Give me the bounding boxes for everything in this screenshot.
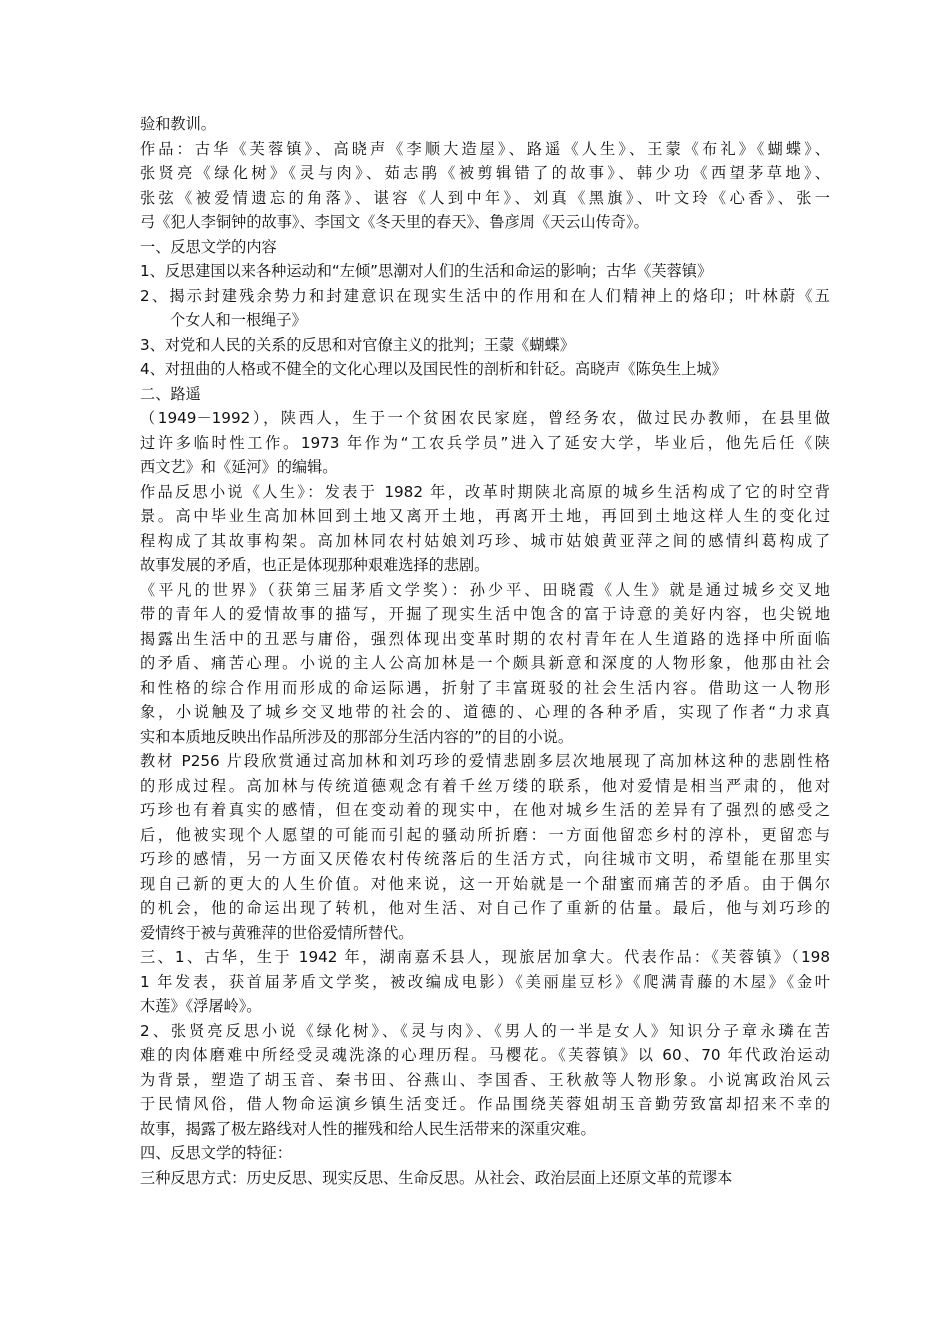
text-line: 景。高中毕业生高加林回到土地又离开土地，再离开土地，再回到土地这样人生的变化过 (140, 507, 830, 525)
paragraph (140, 578, 830, 750)
text-line: 象，小说触及了城乡交叉地带的社会的、道德的、心理的各种矛盾，实现了作者“力求真 (140, 703, 830, 721)
text-line: 2、张贤亮反思小说《绿化树》、《灵与肉》、《男人的一半是女人》知识分子章永璘在苦 (140, 1021, 830, 1040)
paragraph (140, 749, 830, 945)
paragraph (140, 1019, 830, 1142)
text-line: 3、对党和人民的关系的反思和对官僚主义的批判；王蒙《蝴蝶》 (140, 335, 575, 354)
paragraph (140, 112, 830, 137)
paragraph (140, 284, 830, 333)
text-line: 西文艺》和《延河》的编辑。 (140, 458, 338, 476)
text-line: 2、揭示封建残余势力和封建意识在现实生活中的作用和在人们精神上的烙印；叶林蔚《五 (140, 286, 830, 305)
text-line: 后，他被实现个人愿望的可能而引起的骚动所折磨：一方面他留恋乡村的淳朴，更留恋与 (140, 825, 830, 844)
text-line: （1949－1992），陕西人，生于一个贫困农民家庭，曾经务农，做过民办教师，在县里做 (140, 409, 830, 427)
text-line: 和性格的综合作用而形成的命运际遇，折射了丰富斑驳的社会生活内容。借助这一人物形 (140, 678, 830, 697)
text-line: 过许多临时性工作。1973 年作为“工农兵学员”进入了延安大学，毕业后，他先后任《陕 (140, 433, 830, 452)
paragraph (140, 1166, 830, 1191)
text-line: 为背景，塑造了胡玉音、秦书田、谷燕山、李国香、王秋赦等人物形象。小说寓政治风云 (140, 1070, 830, 1089)
paragraph (140, 1141, 830, 1166)
text-line: 张贤亮《绿化树》《灵与肉》、茹志鹃《被剪辑错了的故事》、韩少功《西望茅草地》、 (140, 164, 830, 182)
text-line: 三、1、古华，生于 1942 年，湖南嘉禾县人，现旅居加拿大。代表作品：《芙蓉镇》（198 (140, 948, 830, 966)
paragraph (140, 382, 830, 407)
text-line: 现自己新的更大的人生价值。对他来说，这一开始就是一个甜蜜而痛苦的矛盾。由于偶尔 (140, 874, 830, 893)
text-line: 二、路遥 (140, 384, 201, 403)
text-line: 验和教训。 (140, 115, 216, 133)
document-page (140, 112, 830, 1190)
paragraph (140, 235, 830, 260)
text-line: 程构成了其故事构架。高加林同农村姑娘刘巧珍、城市姑娘黄亚萍之间的感情纠葛构成了 (140, 531, 830, 550)
text-line: 四、反思文学的特征： (140, 1144, 292, 1162)
text-line: 的机会，他的命运出现了转机，他对生活、对自己作了重新的估量。最后，他与刘巧珍的 (140, 899, 830, 917)
text-line: 巧珍的感情，另一方面又厌倦农村传统落后的生活方式，向往城市文明，希望能在那里实 (140, 850, 830, 868)
paragraph (140, 333, 830, 358)
text-line: 巧珍也有着真实的感情，但在变动着的现实中，在他对城乡生活的差异有了强烈的感受之 (140, 801, 830, 819)
text-line: 教材 P256 片段欣赏通过高加林和刘巧珍的爱情悲剧多层次地展现了高加林这种的悲剧性格 (140, 752, 830, 770)
text-line: 《平凡的世界》（获第三届茅盾文学奖）：孙少平、田晓霞《人生》就是通过城乡交叉地 (140, 580, 830, 599)
paragraph (140, 480, 830, 578)
text-line: 一、反思文学的内容 (140, 237, 277, 256)
text-line: 张弦《被爱情遗忘的角落》、谌容《人到中年》、刘真《黑旗》、叶文玲《心香》、张一 (140, 188, 830, 207)
paragraph (140, 406, 830, 480)
text-line: 三种反思方式：历史反思、现实反思、生命反思。从社会、政治层面上还原文革的荒谬本 (140, 1168, 733, 1187)
text-line: 弓《犯人李铜钟的故事》、李国文《冬天里的春天》、鲁彦周《天云山传奇》。 (140, 213, 649, 231)
text-line: 1 年发表，获首届茅盾文学奖，被改编成电影）《美丽崖豆杉》《爬满青藤的木屋》《金叶 (140, 972, 830, 991)
text-line: 故事，揭露了极左路线对人性的摧残和给人民生活带来的深重灾难。 (140, 1119, 596, 1138)
text-line: 带的青年人的爱情故事的描写，开掘了现实生活中饱含的富于诗意的美好内容，也尖锐地 (140, 605, 830, 623)
text-line: 故事发展的矛盾，也正是体现那种艰难选择的悲剧。 (140, 556, 490, 574)
paragraph (140, 945, 830, 1019)
text-line: 难的肉体磨难中所经受灵魂洗涤的心理历程。马樱花。《芙蓉镇》以 60、70 年代政治运动 (140, 1046, 830, 1064)
paragraph (140, 357, 830, 382)
text-line: 作品：古华《芙蓉镇》、高晓声《李顺大造屋》、路遥《人生》、王蒙《布礼》《蝴蝶》、 (140, 139, 830, 158)
text-line: 4、对扭曲的人格或不健全的文化心理以及国民性的剖析和针砭。高晓声《陈奂生上城》 (140, 360, 727, 378)
paragraph (140, 259, 830, 284)
text-line: 个女人和一根绳子》 (170, 311, 307, 329)
text-line: 实和本质地反映出作品所涉及的那部分生活内容的”的目的小说。 (140, 727, 574, 746)
text-line: 木莲》《浮屠岭》。 (140, 997, 262, 1015)
text-line: 的形成过程。高加林与传统道德观念有着千丝万缕的联系，他对爱情是相当严肃的，他对 (140, 776, 830, 795)
text-line: 1、反思建国以来各种运动和“左倾”思潮对人们的生活和命运的影响；古华《芙蓉镇》 (140, 262, 713, 280)
text-line: 揭露出生活中的丑恶与庸俗，强烈体现出变革时期的农村青年在人生道路的选择中所面临 (140, 629, 830, 648)
text-line: 的矛盾、痛苦心理。小说的主人公高加林是一个颇具新意和深度的人物形象，他那由社会 (140, 654, 830, 672)
text-line: 于民情风俗，借人物命运演乡镇生活变迁。作品围绕芙蓉姐胡玉音勤劳致富却招来不幸的 (140, 1095, 830, 1113)
text-line: 爱情终于被与黄雅萍的世俗爱情所替代。 (140, 923, 414, 942)
text-line: 作品反思小说《人生》：发表于 1982 年，改革时期陕北高原的城乡生活构成了它的时空背 (140, 482, 830, 501)
paragraph (140, 137, 830, 235)
